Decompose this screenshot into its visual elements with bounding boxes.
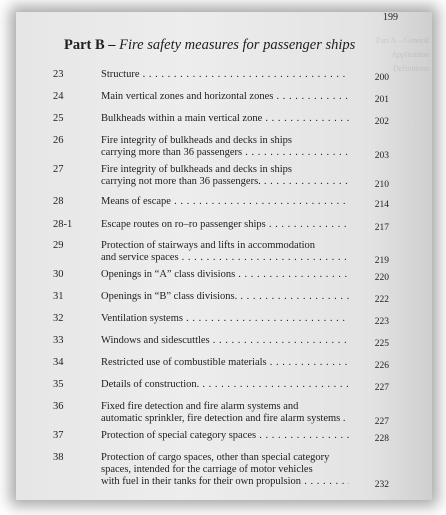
toc-entry-number: 26 <box>53 135 64 146</box>
toc-entry-title <box>101 135 349 159</box>
toc-entry <box>53 113 389 125</box>
toc-entry <box>53 196 389 208</box>
toc-entry-title <box>101 379 349 391</box>
toc-entry-line: and service spaces . . . <box>101 252 349 264</box>
toc-entry-line: with fuel in their tanks for their own propulsion . . . <box>101 476 349 488</box>
toc-entry-line: Ventilation systems . . . <box>101 313 349 325</box>
toc-entry-number: 29 <box>53 240 64 251</box>
toc-entry-number: 24 <box>53 91 64 102</box>
toc-entry <box>53 430 389 442</box>
toc-entry-line: Restricted use of combustible materials . . . <box>101 357 349 369</box>
toc-entry-title <box>101 113 349 125</box>
toc-entry-page: 210 <box>374 180 389 190</box>
toc-entry-line: Structure . . . <box>101 69 349 81</box>
toc-entry-page: 225 <box>374 339 389 349</box>
toc-entry-line: Fixed fire detection and fire alarm systems and <box>101 401 299 412</box>
toc-entry-title <box>101 91 349 103</box>
toc-entry-title <box>101 430 349 442</box>
toc-entry <box>53 240 389 264</box>
toc-entry-page: 200 <box>374 73 389 83</box>
toc-entry-number: 36 <box>53 401 64 412</box>
toc-entry-page: 223 <box>374 317 389 327</box>
toc-entry-line: Protection of cargo spaces, other than special category <box>101 452 330 463</box>
toc-entry-page: 201 <box>374 95 389 105</box>
toc-entry <box>53 313 389 325</box>
part-heading <box>64 37 355 54</box>
toc-entry-line: Openings in “A” class divisions . . . <box>101 269 349 281</box>
toc-entry-page: 227 <box>374 417 389 427</box>
toc-entry-number: 28 <box>53 196 64 207</box>
toc-entry-line: Windows and sidescuttles . . . <box>101 335 349 347</box>
toc-entry-line: Protection of special category spaces . . . <box>101 430 349 442</box>
toc-entry <box>53 91 389 103</box>
toc-entry-page: 227 <box>374 383 389 393</box>
toc-entry <box>53 164 389 188</box>
toc-entry-title <box>101 335 349 347</box>
bleed-through-text: Part A – General Application Definitions <box>375 36 429 73</box>
toc-entry-page: 219 <box>374 256 389 266</box>
toc-entry-number: 37 <box>53 430 64 441</box>
toc-entry-number: 30 <box>53 269 64 280</box>
toc-entry-title <box>101 452 349 488</box>
toc-entry-page: 222 <box>374 295 389 305</box>
toc-entry-page: 202 <box>374 117 389 127</box>
toc-entry-page: 226 <box>374 361 389 371</box>
toc-entry-line: Openings in “B” class divisions. . . . <box>101 291 349 303</box>
toc-entry-number: 25 <box>53 113 64 124</box>
toc-entry-title <box>101 69 349 81</box>
toc-entry-title <box>101 164 349 188</box>
toc-entry-line: spaces, intended for the carriage of motor vehicles <box>101 464 313 475</box>
toc-entry-title <box>101 196 349 208</box>
toc-entry-line: Escape routes on ro–ro passenger ships . . . <box>101 219 349 231</box>
toc-entry <box>53 219 389 231</box>
toc-entry-line: carrying more than 36 passengers . . . <box>101 147 349 159</box>
toc-entry-title <box>101 240 349 264</box>
toc-entry-line: Details of construction. . . . <box>101 379 349 391</box>
toc-entry-line: carrying not more than 36 passengers. . . . <box>101 176 349 188</box>
page-number: 199 <box>383 12 398 23</box>
toc-entry-line: Means of escape . . . <box>101 196 349 208</box>
toc-entry-number: 32 <box>53 313 64 324</box>
toc-entry-line: Bulkheads within a main vertical zone . . . <box>101 113 349 125</box>
toc-entry <box>53 69 389 81</box>
toc-entry-title <box>101 219 349 231</box>
toc-entry <box>53 135 389 159</box>
toc-entry-page: 220 <box>374 273 389 283</box>
toc-entry-number: 31 <box>53 291 64 302</box>
toc-entry-title <box>101 313 349 325</box>
toc-entry-line: Protection of stairways and lifts in accommodation <box>101 240 316 251</box>
toc-entry-number: 23 <box>53 69 64 80</box>
toc-entry-page: 203 <box>374 151 389 161</box>
toc-entry <box>53 401 389 425</box>
toc-entry-page: 214 <box>374 200 389 210</box>
toc-entry-number: 33 <box>53 335 64 346</box>
toc-entry-title <box>101 401 349 425</box>
toc-entry-number: 34 <box>53 357 64 368</box>
toc-entry-title <box>101 291 349 303</box>
toc-entry-number: 38 <box>53 452 64 463</box>
toc-entry <box>53 379 389 391</box>
toc-entry-line: Fire integrity of bulkheads and decks in ships <box>101 135 293 146</box>
toc-entry-page: 232 <box>374 480 389 490</box>
toc-entry-number: 28-1 <box>53 219 73 230</box>
toc-entry-number: 27 <box>53 164 64 175</box>
toc-entry-line: automatic sprinkler, fire detection and fire alarm systems . . . . <box>101 413 349 425</box>
toc-entry-line: Fire integrity of bulkheads and decks in ships <box>101 164 293 175</box>
document-page <box>16 12 432 500</box>
toc-entry <box>53 291 389 303</box>
toc-entry <box>53 335 389 347</box>
toc-entry <box>53 269 389 281</box>
toc-entry-title <box>101 357 349 369</box>
part-label: Part B – <box>64 37 116 53</box>
toc-entry-page: 217 <box>374 223 389 233</box>
toc-entry-number: 35 <box>53 379 64 390</box>
toc-entry-page: 228 <box>374 434 389 444</box>
part-title: Fire safety measures for passenger ships <box>119 37 356 53</box>
toc-entry-title <box>101 269 349 281</box>
toc-entry-line: Main vertical zones and horizontal zones . . . <box>101 91 349 103</box>
toc-entry <box>53 452 389 488</box>
toc-entry <box>53 357 389 369</box>
